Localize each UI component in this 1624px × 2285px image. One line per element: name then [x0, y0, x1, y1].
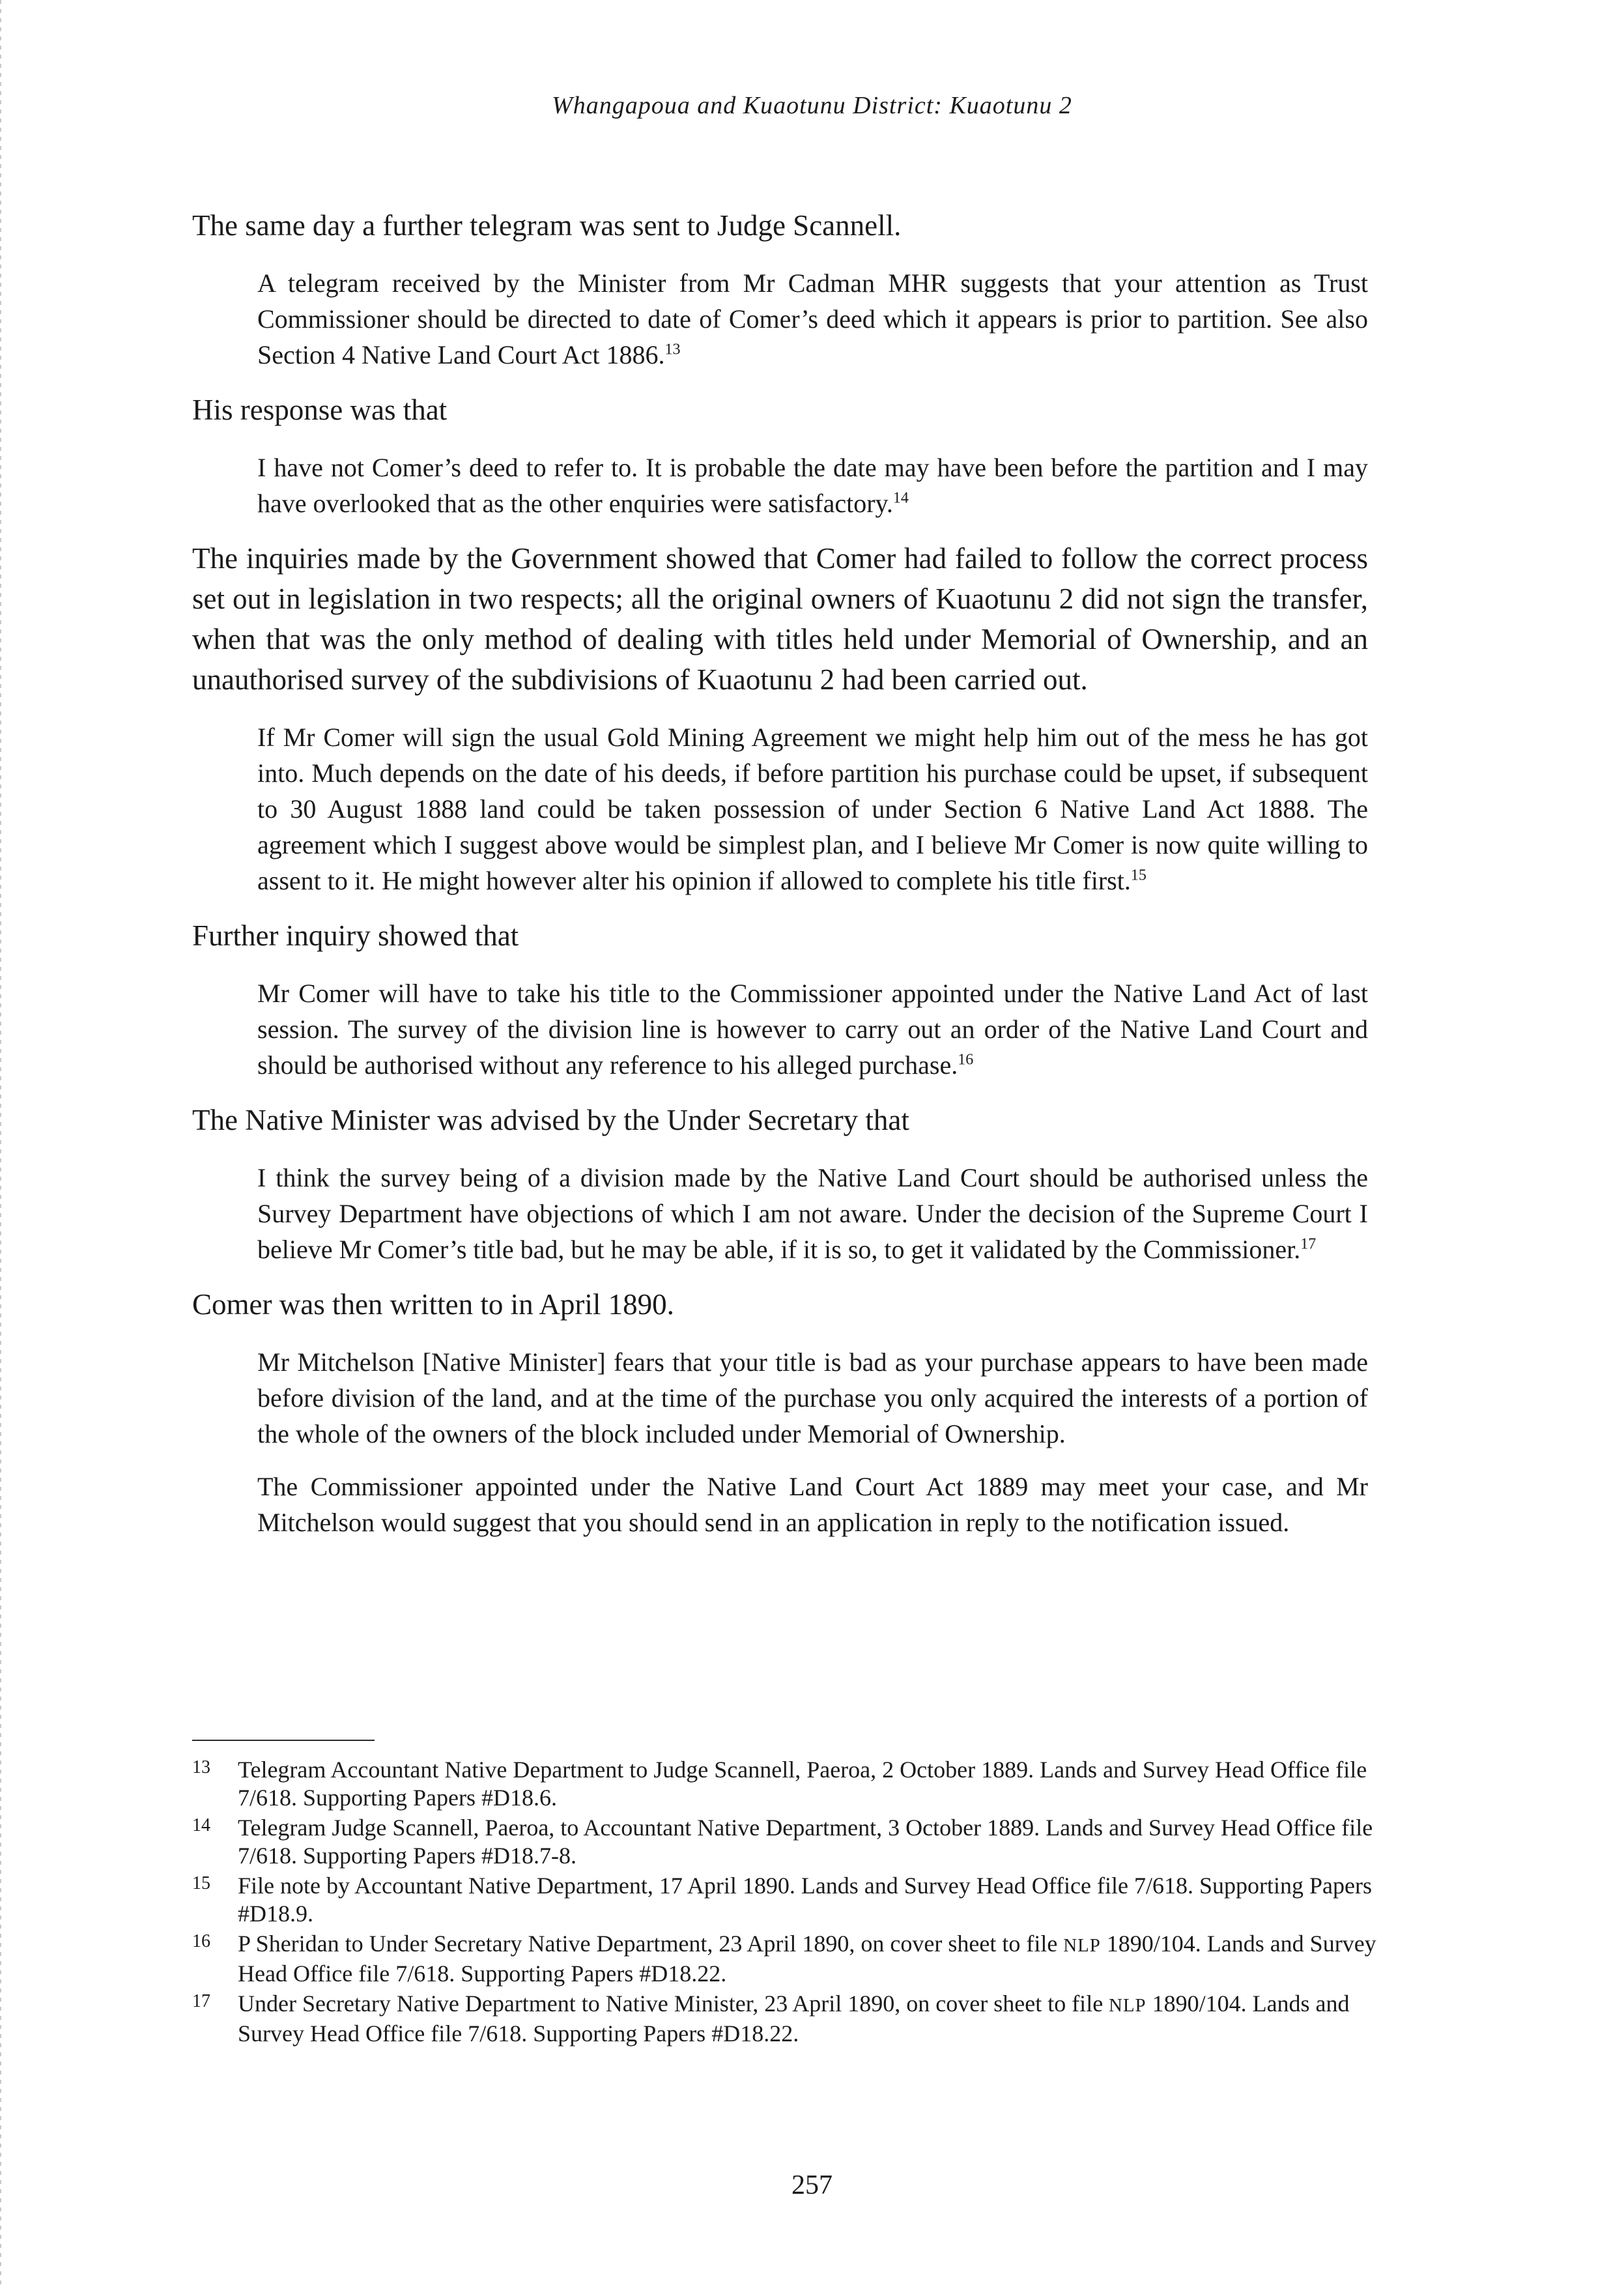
quote-5: I think the survey being of a division made by the Native Land Court should be authorised unless the Survey Department have objections of which I am not aware. Under the decision of the Supreme Court I believe Mr Comer’s title bad, but he may be able, if it is so, to get it validated by the Commissioner.$^{17}$	[257, 1163, 1368, 1264]
quote-4: Mr Comer will have to take his title to the Commissioner appointed under the Native Land Act of last session. The survey of the division line is however to carry out an order of the Native Land Court and should be authorised without any reference to his alleged purchase.$^{16}$	[257, 979, 1368, 1080]
footnote-ref-13: 13	[664, 341, 681, 358]
footnote-text: Telegram Accountant Native Department to Judge Scannell, Paeroa, 2 October 1889. Lands and Survey Head Office file 7/618. Supporting Papers #D18.6.	[238, 1757, 1367, 1811]
footnote-text: P Sheridan to Under Secretary Native Department, 23 April 1890, on cover sheet to file NLP 1890/104. Lands and Survey Head Office file 7/618. Supporting Papers #D18.22.	[238, 1931, 1376, 1987]
quote-1: A telegram received by the Minister from Mr Cadman MHR suggests that your attention as Trust Commissioner should be directed to date of Comer’s deed which it appears is prior to partition. See also Section 4 Native Land Court Act 1886.13	[257, 268, 1368, 369]
quote-3: If Mr Comer will sign the usual Gold Mining Agreement we might help him out of the mess he has got into. Much depends on the date of his deeds, if before partition his purchase could be upset, if subsequent to 30 August 1888 land could be taken possession of under Section 6 Native Land Act 1888. The agreement which I suggest above would be simplest plan, and I believe Mr Comer is now quite willing to assent to it. He might however alter his opinion if allowed to complete his title first.$^{15}$	[257, 723, 1368, 895]
footnote-ref-15: 15	[1130, 867, 1147, 884]
quote-7: The Commissioner appointed under the Native Land Court Act 1889 may meet your case, and Mr Mitchelson would suggest that you should send in an application in reply to the notification issued.	[257, 1472, 1368, 1537]
footnote-text: Under Secretary Native Department to Native Minister, 23 April 1890, on cover sheet to file NLP 1890/104. Lands and Survey Head Office file 7/618. Supporting Papers #D18.22.	[238, 1990, 1350, 2047]
footnote-number: 16	[192, 1931, 210, 1951]
quote-2: I have not Comer’s deed to refer to. It is probable the date may have been before the partition and I may have overlooked that as the other enquiries were satisfactory.$^{14}$	[257, 453, 1368, 518]
footnote-ref-14: 14	[892, 489, 909, 507]
footnote-number: 17	[192, 1991, 210, 2011]
paragraph-6: Comer was then written to in April 1890.	[192, 1288, 674, 1321]
footnote-text: File note by Accountant Native Department, 17 April 1890. Lands and Survey Head Office file 7/618. Supporting Papers #D18.9.	[238, 1873, 1372, 1927]
footnote-divider	[192, 1740, 375, 1741]
quote-6: Mr Mitchelson [Native Minister] fears that your title is bad as your purchase appears to have been made before division of the land, and at the time of the purchase you only acquired the interests of a portion of the whole of the owners of the block included under Memorial of Ownership.	[257, 1347, 1368, 1448]
paragraph-5: The Native Minister was advised by the Under Secretary that	[192, 1104, 909, 1136]
paragraph-4: Further inquiry showed that	[192, 919, 519, 952]
footnote-number: 13	[192, 1757, 210, 1777]
footnote-16	[192, 1930, 1378, 1988]
paragraph-1: The same day a further telegram was sent to Judge Scannell.	[192, 209, 902, 242]
footnote-13	[192, 1756, 1378, 1812]
footnote-number: 14	[192, 1815, 210, 1835]
paragraph-2: His response was that	[192, 394, 448, 426]
running-head: Whangapoua and Kuaotunu District: Kuaotunu 2	[552, 92, 1072, 119]
scan-edge-line	[0, 0, 1, 2285]
page-number: 257	[791, 2170, 833, 2200]
footnote-ref-16: 16	[958, 1051, 974, 1069]
paragraph-3: The inquiries made by the Government showed that Comer had failed to follow the correct process set out in legislation in two respects; all the original owners of Kuaotunu 2 did not sign the transfer, when that was the only method of dealing with titles held under Memorial of Ownership, and an unauthorised survey of the subdivisions of Kuaotunu 2 had been carried out.	[192, 542, 1368, 696]
footnote-text: Telegram Judge Scannell, Paeroa, to Accountant Native Department, 3 October 1889. Lands and Survey Head Office file 7/618. Supporting Papers #D18.7-8.	[238, 1815, 1373, 1869]
footnote-number: 15	[192, 1873, 210, 1893]
footnote-15	[192, 1872, 1378, 1928]
footnotes	[192, 1756, 1378, 2050]
body-text	[192, 205, 1368, 1557]
footnote-17	[192, 1990, 1378, 2048]
footnote-14	[192, 1814, 1378, 1870]
footnote-ref-17: 17	[1300, 1235, 1317, 1253]
